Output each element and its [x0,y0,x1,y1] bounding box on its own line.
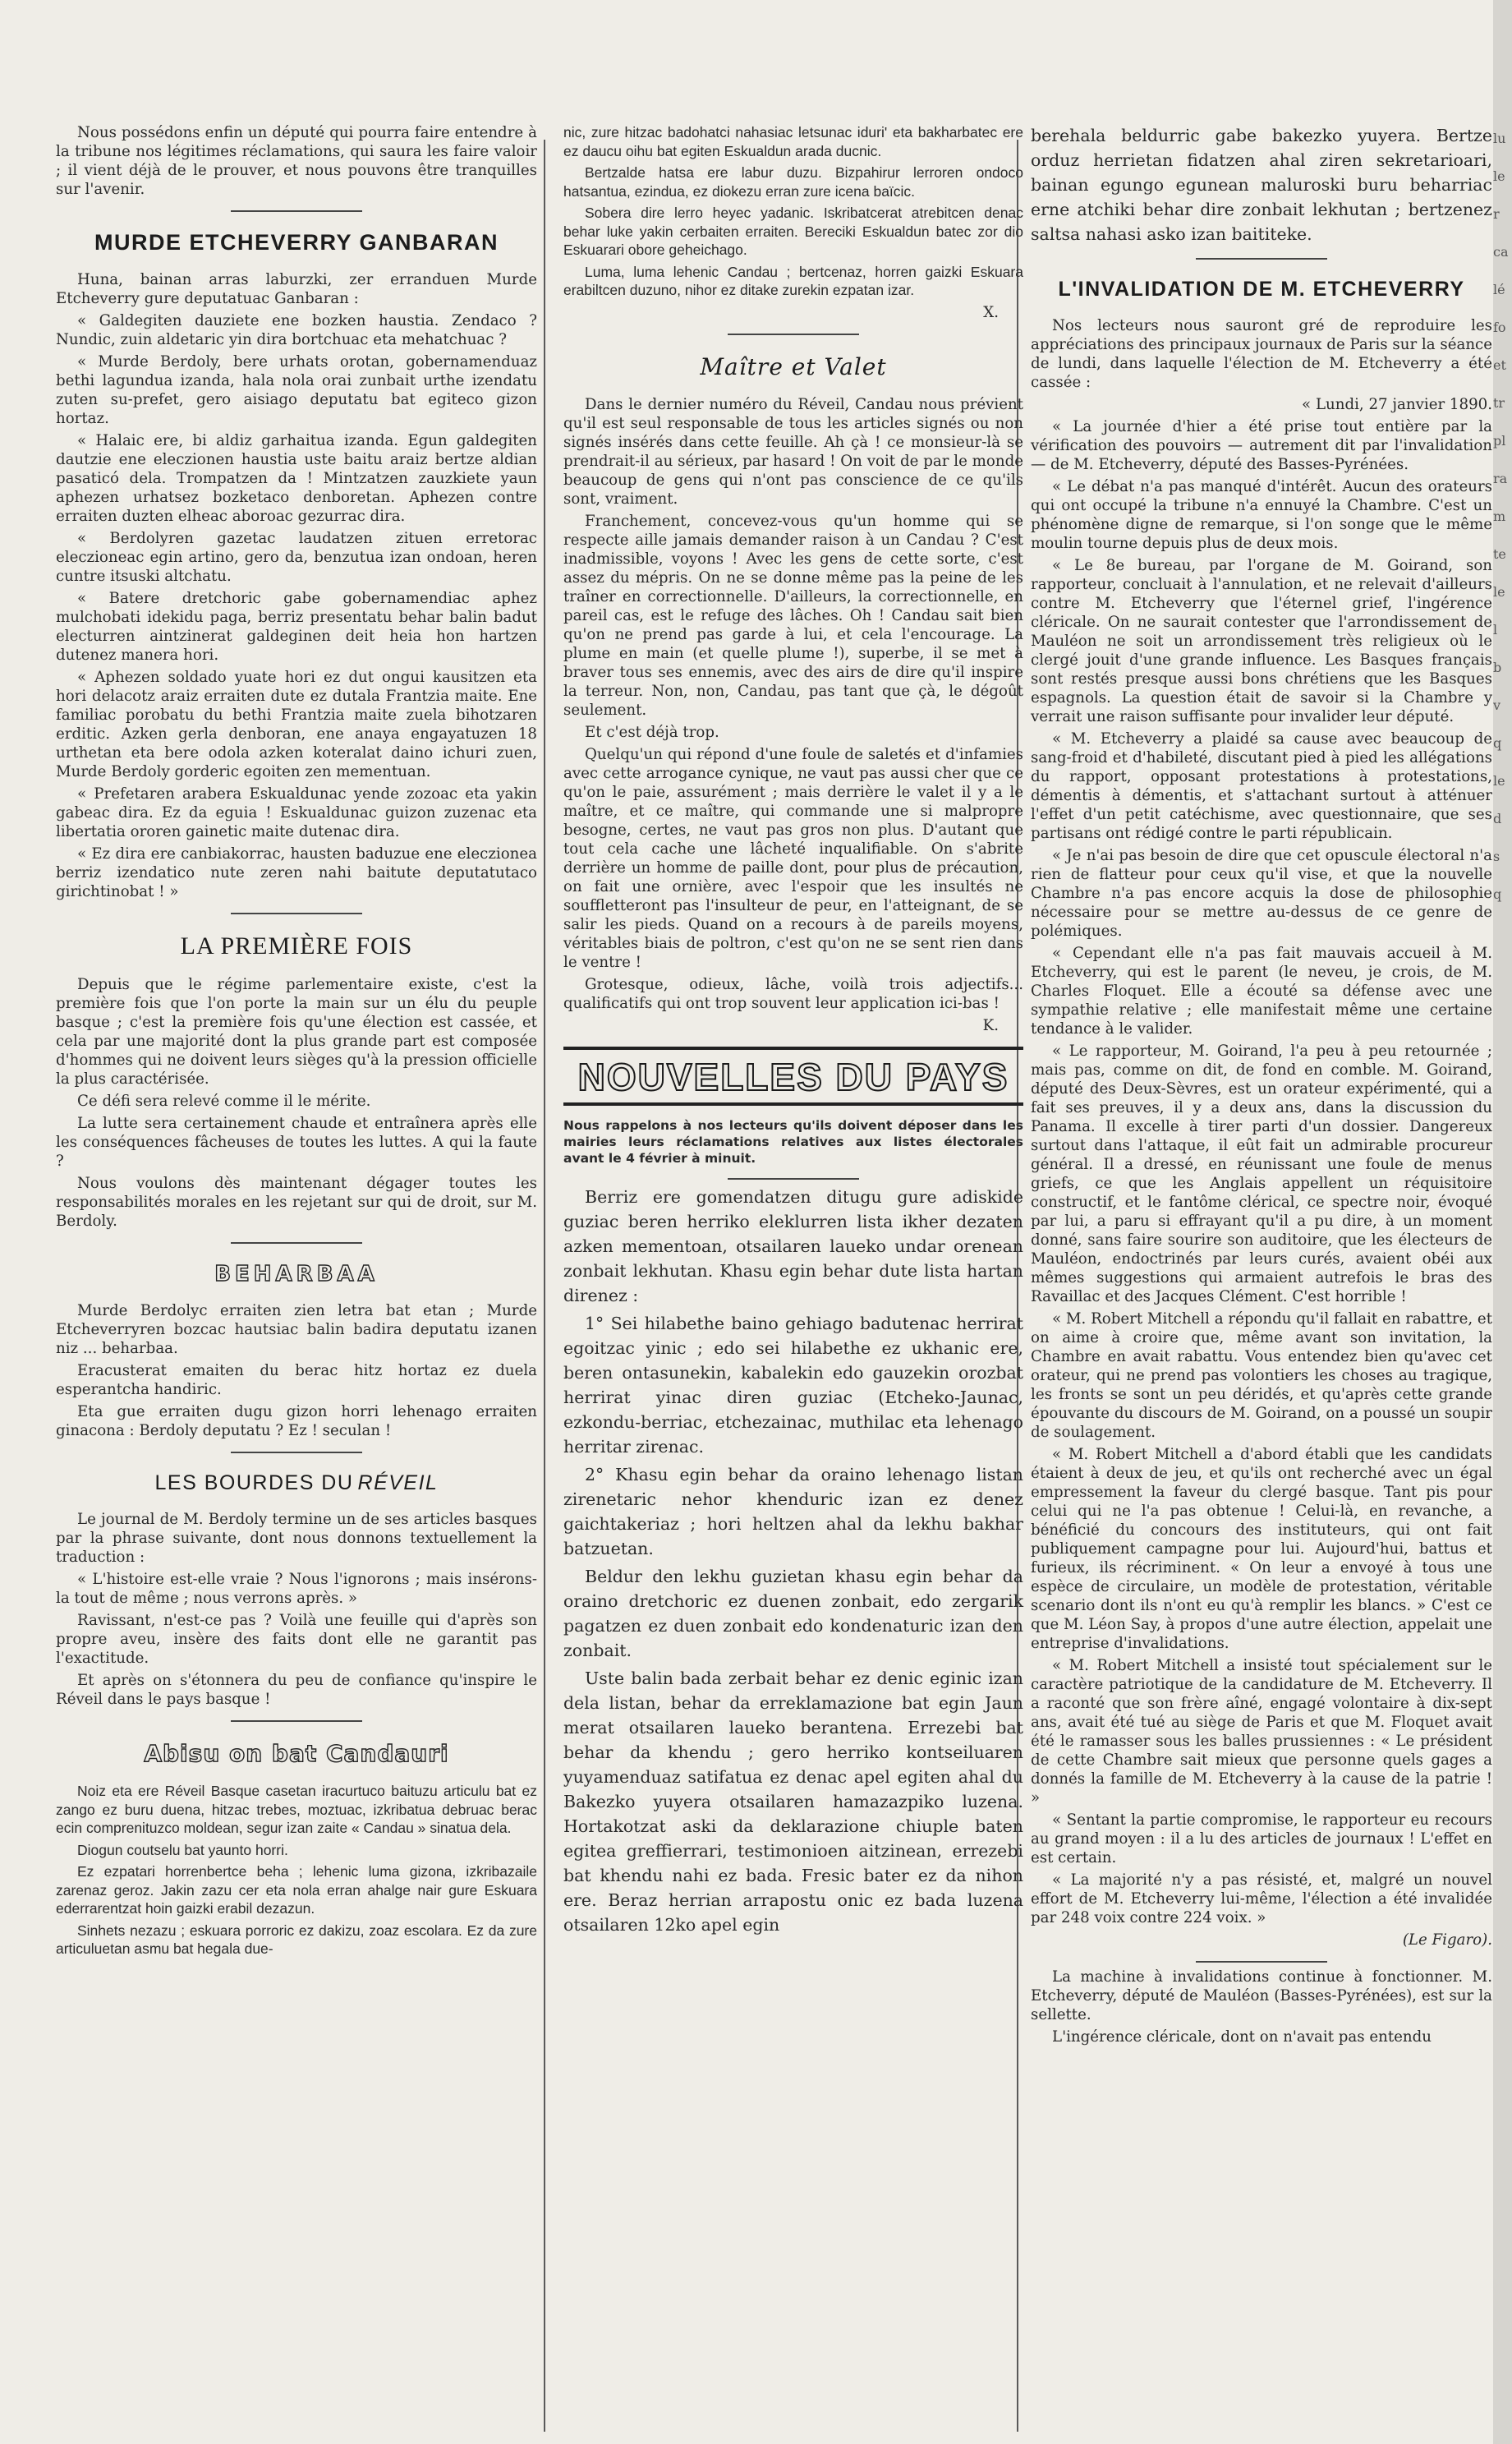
paragraph: « Galdegiten dauziete ene bozken haustia. Zendaco ? Nundic, zuin aldetaric yin dira bortchuac eta mehatchuac ? [56,312,537,348]
divider [1196,1961,1327,1963]
paragraph: « Cependant elle n'a pas fait mauvais accueil à M. Etcheverry, qui est le parent (le neveu, je crois, de M. Charles Floquet. Elle a écouté sa défense avec une sympathie relative ; elle manifestait même une certaine tendance à le valider. [1031,945,1492,1038]
paragraph: « Berdolyren gazetac laudatzen zituen erretorac eleczioneac egin artino, gero da, benzutua izan ondoan, heren cuntre itsuski altchatu. [56,530,537,585]
edge-fragment: le [1493,773,1505,789]
abisu-headline: Abisu on bat Candauri [144,1740,449,1767]
edge-fragment: lé [1493,282,1505,297]
paragraph: Nos lecteurs nous sauront gré de reproduire les appréciations des principaux journaux de Paris sur la séance de lundi, dans laquelle l'élection de M. Etcheverry a été cassée : [1031,317,1492,391]
beharbaa-headline: BEHARBAA [214,1262,379,1286]
paragraph: « Ez dira ere canbiakorrac, hausten baduzue ene eleczionea berriz izendatico nute zeren nahi baitute deputatutaco girichtinobat ! » [56,845,537,900]
paragraph: Sobera dire lerro heyec yadanic. Iskribatcerat atrebitcen denac behar luke yakin cerbaiten erraiten. Bereciki Eskualdun batec zor dio Eskuarari obore geheichago. [563,205,1023,258]
paragraph: Franchement, concevez-vous qu'un homme qui se respecte aille jamais demander raison à un Candau ? C'est inadmissible, voyons ! Avec les gens de cette sorte, c'est assez du mépris. On ne se donne même pas la peine de les traîner en correctionnelle. D'ailleurs, la correctionnelle, en pareil cas, est le refuge des lâches. Oh ! Candau sait bien qu'on ne prend pas garde à lui, et cela l'encourage. La plume en main (et quelle plume !), superbe, il se met à braver tous ses ennemis, avec des airs de dire qu'il inspire la terreur. Non, non, Candau, pas tant que çà, le dégoût seulement. [563,512,1023,719]
abisu-article [56,1782,537,1958]
edge-fragment: le [1493,168,1505,184]
electoral-notice: Nous rappelons à nos lecteurs qu'ils doivent déposer dans les mairies leurs réclamations relatives aux listes électorales avant le 4 février à minuit. [563,1117,1023,1166]
bourdes-headline: LES BOURDES DU [154,1471,354,1494]
edge-fragment: d [1493,811,1502,826]
paragraph: La machine à invalidations continue à fonctionner. M. Etcheverry, député de Mauléon (Basses-Pyrénées), est sur la sellette. [1031,1968,1492,2023]
edge-fragment: te [1493,546,1506,562]
paragraph: Diogun coutselu bat yaunto horri. [77,1841,288,1858]
murde-headline: MURDE ETCHEVERRY GANBARAN [94,230,499,255]
edge-fragment: et [1493,357,1506,373]
paragraph: Sinhets nezazu ; eskuara porroric ez dakizu, zoaz escolara. Ez da zure articuluetan asmu bat hegala due- [56,1922,537,1957]
paragraph: 1° Sei hilabethe baino gehiago badutenac herrirat egoitzac yinic ; edo sei hilabethe ez ukhanic ere, beren ontasunekin, kabalekin edo gauzekin orozbat herrirat yinac diren guziac (Etcheko-Jaunac, ezkondu-berriac, etchezainac, muthilac eta lehenago herritar zirenac. [563,1313,1023,1457]
divider [1196,258,1327,260]
dateline: « Lundi, 27 janvier 1890. [1302,396,1492,413]
paragraph: Noiz eta ere Réveil Basque casetan iracurtuco baituzu articulu bat ez zango ez buru duena, hitzac trebes, moztuac, izkribatua debruac berac ecin comprenituzco moldean, segur izan zaite « Candau » sinatua dela. [56,1783,537,1836]
premiere-fois-headline: LA PREMIÈRE FOIS [180,932,413,960]
edge-fragment: pl [1493,433,1506,449]
paragraph: Dans le dernier numéro du Réveil, Candau nous prévient qu'il est seul responsable de tous les articles signés ou non signés insérés dans cette feuille. Ah çà ! ce monsieur-là se prendrait-il au sérieux, par hasard ! On voit de par le monde beaucoup de gens qui n'ont pas conscience de ce qu'ils sont, vraiment. [563,395,1023,508]
invalidation-article [1031,316,1492,2046]
edge-fragment: r [1493,206,1500,222]
edge-fragment: q [1493,735,1502,751]
beharbaa-article [56,1301,537,1440]
divider [728,1178,859,1180]
paragraph: Ce défi sera relevé comme il le mérite. [77,1093,371,1110]
paragraph: Murde Berdolyc erraiten zien letra bat etan ; Murde Etcheverryren bozcac hautsiac balin badira deputatu izanen niz ... beharbaa. [56,1302,537,1357]
bourdes-article [56,1510,537,1709]
intro-paragraph: Nous possédons enfin un député qui pourra faire entendre à la tribune nos légitimes réclamations, qui saura les faire valoir ; il vient déjà de le prouver, et nous pouvons être tranquilles sur l'avenir. [56,124,537,198]
maitre-valet-article [563,395,1023,1035]
paragraph: « Sentant la partie compromise, le rapporteur eu recours au grand moyen : il a lu des articles de journaux ! L'effet en est certain. [1031,1811,1492,1866]
paragraph: « Halaic ere, bi aldiz garhaitua izanda. Egun galdegiten dautzie ene eleczionen haustia uste baitu araiz bertze aldian pasaticó dela. Trompatzen da ! Mintzatzen zauzkiete yaun aphezen urhatsez bozketaco denboretan. Aphezen contre erraiten duzten elheac aboroac gezurrac dira. [56,432,537,525]
paragraph: Quelqu'un qui répond d'une foule de saletés et d'infamies avec cette arrogance cynique, ne vaut pas aussi cher que ce qu'on le paie, assurément ; mais derrière le valet il y a le maître, et ce maître, qui commande une si malpropre besogne, certes, ne vaut pas gros non plus. D'autant que tout cela cache une lâcheté inqualifiable. On s'abrite derrière un homme de paille dont, pour plus de précaution, on fait une ornière, avec l'espoir que les insultés ne souffletteront pas l'insulteur de peur, en l'atteignant, de se salir les pieds. Quand on a recours à de pareils moyens, véritables biais de poltron, c'est qu'on ne se sent rien dans le ventre ! [563,745,1023,971]
paragraph: « L'histoire est-elle vraie ? Nous l'ignorons ; mais insérons-la tout de même ; nous verrons après. » [56,1571,537,1607]
adjacent-page-edge [1493,0,1512,2444]
paragraph: « Batere dretchoric gabe gobernamendiac aphez mulchobati idekidu paga, berriz presentatu behar balin badut electurren aintzinerat galdeginen deit heia hon hartzen dutenez manera hori. [56,590,537,664]
paragraph: Et c'est déjà trop. [585,723,719,741]
divider [231,1242,362,1244]
nouvelles-headline: NOUVELLES DU PAYS [577,1055,1009,1098]
paragraph: « Le débat n'a pas manqué d'intérêt. Aucun des orateurs qui ont occupé la tribune n'a ennuyé la Chambre. C'est un phénomène digne de remarque, si l'on songe que le même moulin tourne depuis plus de deux mois. [1031,478,1492,552]
paragraph: Et après on s'étonnera du peu de confiance qu'inspire le Réveil dans le pays basque ! [56,1672,537,1708]
abisu-continuation [563,123,1023,322]
murde-article [56,270,537,901]
paragraph: Eta gue erraiten dugu gizon horri lehenago erraiten ginacona : Berdoly deputatu ? Ez ! seculan ! [56,1403,537,1439]
edge-fragment: b [1493,660,1502,675]
heavy-rule [563,1047,1023,1050]
divider [231,1452,362,1453]
paragraph: Huna, bainan arras laburzki, zer erranduen Murde Etcheverry gure deputatuac Ganbaran : [56,271,537,307]
source-attribution: (Le Figaro). [1402,1931,1492,1949]
paragraph: Grotesque, odieux, lâche, voilà trois adjectifs... qualificatifs qui ont trop souvent leur application ici-bas ! [563,975,1023,1012]
paragraph: « Murde Berdoly, bere urhats orotan, gobernamenduaz bethi lagundua izanda, hala nola orai zunbait urthe izendatu zuten su-prefet, gero aisiago deputatu bat egiteco gizon hortaz. [56,353,537,427]
paragraph: Luma, luma lehenic Candau ; bertcenaz, horren gaizki Eskuara erabiltcen duzuno, nihor ez ditake zurekin ezpatan izar. [563,263,1023,298]
paragraph: Eracusterat emaiten du berac hitz hortaz ez duela esperantcha handiric. [56,1362,537,1398]
invalidation-headline: L'INVALIDATION DE M. ETCHEVERRY [1058,278,1465,301]
edge-fragment: l [1493,622,1498,637]
paragraph: L'ingérence cléricale, dont on n'avait pas entendu [1052,2028,1432,2046]
paragraph: « La majorité n'y a pas résisté, et, malgré un nouvel effort de M. Etcheverry lui-même, l'élection a été invalidée par 248 voix contre 224 voix. » [1031,1871,1492,1926]
paragraph: « Le rapporteur, M. Goirand, l'a peu à peu retournée ; mais pas, comme on dit, de fond en comble. M. Goirand, député des Deux-Sèvres, est un orateur expérimenté, qui a fait ses preuves, il y a deux ans, dans la discussion du Panama. Il excelle à tirer parti d'un dossier. Dangereux surtout dans l'attaque, il eût fait un admirable procureur général. Il a dressé, en réunissant une foule de menus griefs, ce que les Anglais appellent un réquisitoire constructif, et le fantôme clérical, ce spectre noir, évoqué par lui, a paru si effrayant qu'il a pu dire, à un moment donné, sans faire sourire son auditoire, que les électeurs de Mauléon, endoctrinés par leurs curés, avaient obéi aux mêmes suggestions qui armaient autrefois le bras des Ravaillac et des Jacques Clément. C'est horrible ! [1031,1042,1492,1305]
column-rule-1 [544,140,545,2432]
paragraph: La lutte sera certainement chaude et entraînera après elle les conséquences fâcheuses de toutes les luttes. A qui la faute ? [56,1115,537,1170]
paragraph: « M. Etcheverry a plaidé sa cause avec beaucoup de sang-froid et d'habileté, discutant pied à pied les allégations du rapport, opposant protestations à protestations, démentis à démentis, et s'attachant surtout à atténuer l'effet d'un petit catéchisme, avec questionnaire, que ses partisans ont rédigé contre le parti républicain. [1031,730,1492,842]
column-1 [56,123,537,1962]
column-3 [1031,123,1492,2050]
edge-fragment: le [1493,584,1505,600]
edge-fragment: m [1493,509,1506,524]
paragraph: Ez ezpatari horrenbertce beha ; lehenic luma gizona, izkribazaile zarenaz geroz. Jakin zazu cer eta nola erran ahalge nair gure Eskuara ederrarentzat hoin gaizki erabil dezazun. [56,1863,537,1917]
paragraph: Le journal de M. Berdoly termine un de ses articles basques par la phrase suivante, dont nous donnons textuellement la traduction : [56,1511,537,1566]
paragraph: Depuis que le régime parlementaire existe, c'est la première fois que l'on porte la main sur un élu du peuple basque ; c'est la première fois qu'une élection est cassée, et cela par une majorité dont la plus grande part est composée d'hommes qui ne doivent leurs sièges qu'à la pression officielle la plus caractérisée. [56,976,537,1088]
paragraph: « Le 8e bureau, par l'organe de M. Goirand, son rapporteur, concluait à l'annulation, et ne relevait d'ailleurs contre M. Etcheverry que l'éternel grief, l'ingérence cléricale. On ne saurait contester que l'arrondissement de Mauléon ne soit un arrondissement très religieux où le clergé jouit d'une grande influence. Les Basques français sont restés presque aussi bons chrétiens que les Basques espagnols. La question était de savoir si la Chambre y verrait une raison suffisante pour invalider leur député. [1031,557,1492,725]
signature: K. [982,1016,999,1034]
paragraph: « Prefetaren arabera Eskualdunac yende zozoac eta yakin gabeac dira. Ez da eguia ! Eskualdunac guizon zuzenac eta libertatia ororen gainetic maite dutenac dira. [56,785,537,840]
paragraph: « M. Robert Mitchell a d'abord établi que les candidats étaient à deux de jeu, et qu'ils ont recherché avec un égal empressement la faveur du clergé basque. Tant pis pour celui qui ne l'a pas obtenue ! Celui-là, en revanche, a bénéficié du concours des instituteurs, qui ont fait publiquement campagne pour lui. Aujourd'hui, battus et furieux, ils récriminent. « On leur a envoyé à tous une espèce de circulaire, un modèle de protestation, véritable scenario dont ils n'ont eu qu'à remplir les blancs. » C'est ce que M. Léon Say, à propos d'une autre élection, appelait une entreprise d'invalidations. [1031,1446,1492,1652]
edge-fragment: lu [1493,131,1506,146]
edge-fragment: s [1493,849,1501,864]
signature: X. [983,303,999,321]
paragraph: Beldur den lekhu guzietan khasu egin behar da oraino dretchoric ez duenen zonbait, edo zergarik pagatzen ez duen zonbait edo kondenaturic izan den zonbait. [563,1566,1023,1660]
edge-fragment: v [1493,697,1501,713]
paragraph: 2° Khasu egin behar da oraino lehenago listan zirenetaric nehor khenduric izan ez denez gaichtakeriaz ; hori heltzen ahal da lekhu bakhar batzuetan. [563,1464,1023,1558]
divider [231,1720,362,1722]
bourdes-headline-italic: RÉVEIL [357,1471,439,1494]
paragraph: « La journée d'hier a été prise tout entière par la vérification des pouvoirs — autrement dit par l'invalidation — de M. Etcheverry, député des Basses-Pyrénées. [1031,418,1492,473]
paragraph: « M. Robert Mitchell a insisté tout spécialement sur le caractère patriotique de la candidature de M. Etcheverry. Il a raconté que son frère aîné, engagé volontaire à dix-sept ans, avait été tué au siège de Paris et que M. Floquet avait été le ramasser sous les balles prussiennes : « Le président de cette Chambre sait mieux que personne quels gages a donnés la famille de M. Etcheverry à la cause de la patrie ! » [1031,1657,1492,1807]
edge-fragment: q [1493,886,1502,902]
paragraph: berehala beldurric gabe bakezko yuyera. Bertze orduz herrietan fidatzen ahal ziren sekretarioari, bainan egungo egunean maluroski buru beharriac erne atchiki behar dire zonbait lekhutan ; bertzenez saltsa nahasi asko izan baititeke. [1031,126,1492,244]
edge-fragment: fo [1493,320,1506,335]
divider [231,210,362,212]
heavy-rule [563,1102,1023,1106]
edge-fragment: tr [1493,395,1505,411]
paragraph: nic, zure hitzac badohatci nahasiac letsunac iduri' eta bakharbatec ere ez daucu oihu bat egiten Eskualdun arada ducnic. [563,124,1023,159]
divider [728,334,859,335]
paragraph: « Aphezen soldado yuate hori ez dut ongui kausitzen eta hori delacotz araiz erraiten dute ez dutala Frantzia maite. Ene familiac porobatu du bethi Frantzia maite zuela bihotzaren erditic. Azken gerla denboran, ene anaya engayatuzen 18 urthetan eta bere odola azken koteralat daino ichuri zuen, Murde Berdoly gorderic egoiten zen mementuan. [56,669,537,780]
edge-fragment: ra [1493,471,1508,486]
paragraph: Berriz ere gomendatzen ditugu gure adiskide guziac beren herriko eleklurren lista ikher dezaten azken mementoan, otsailaren laueko undar orenean zonbait lekhutan. Khasu egin behar dute lista hartan direnez : [563,1186,1023,1305]
divider [231,913,362,914]
edge-fragment: ca [1493,244,1509,260]
paragraph: « M. Robert Mitchell a répondu qu'il fallait en rabattre, et on aime à croire que, même avant son invitation, la Chambre en avait rabattu. Vous entendez bien qu'avec cet orateur, qui ne prend pas volontiers les choses au tragique, les fronts se sont un peu déridés, et qu'après cette grande épouvante du discours de M. Goirand, on a poussé un soupir de soulagement. [1031,1310,1492,1441]
column-2 [563,123,1023,1940]
paragraph: Uste balin bada zerbait behar ez denic eginic izan dela listan, behar da erreklamazione bat egin Jaun merat otsailaren laueko berantena. Errezebi bat behar da khendu ; gero herriko kontseiluaren yuyamenduaz satifatua ez denac apel egiten ahal du Bakezko yuyera otsailaren hamazazpiko luzena. Hortakotzat aski da deklarazione chiuple baten egitea greffierrari, testimonioen aitzinean, errezebi bat khendu nahi ez bada. Fresic bater ez da nihon ere. Beraz herrian arrapostu onic ez bada luzena otsailaren 12ko apel egin [563,1668,1023,1935]
paragraph: Ravissant, n'est-ce pas ? Voilà une feuille qui d'après son propre aveu, insère des faits dont elle ne garantit pas l'exactitude. [56,1612,537,1667]
nouvelles-article [563,1185,1023,1937]
paragraph: « Je n'ai pas besoin de dire que cet opuscule électoral n'a rien de flatteur pour ceux qu'il vise, et que la nouvelle Chambre n'a pas encore acquis la dose de philosophie nécessaire pour se mettre au-dessus de ce genre de polémiques. [1031,847,1492,940]
premiere-fois-article [56,975,537,1231]
maitre-valet-headline: Maître et Valet [700,352,887,380]
paragraph: Nous voulons dès maintenant dégager toutes les responsabilités morales en les rejetant sur qui de droit, sur M. Berdoly. [56,1175,537,1230]
paragraph: Bertzalde hatsa ere labur duzu. Bizpahirur lerroren ondoco hatsantua, ezindua, ez diokezu erran zure icena baïcic. [563,164,1023,200]
